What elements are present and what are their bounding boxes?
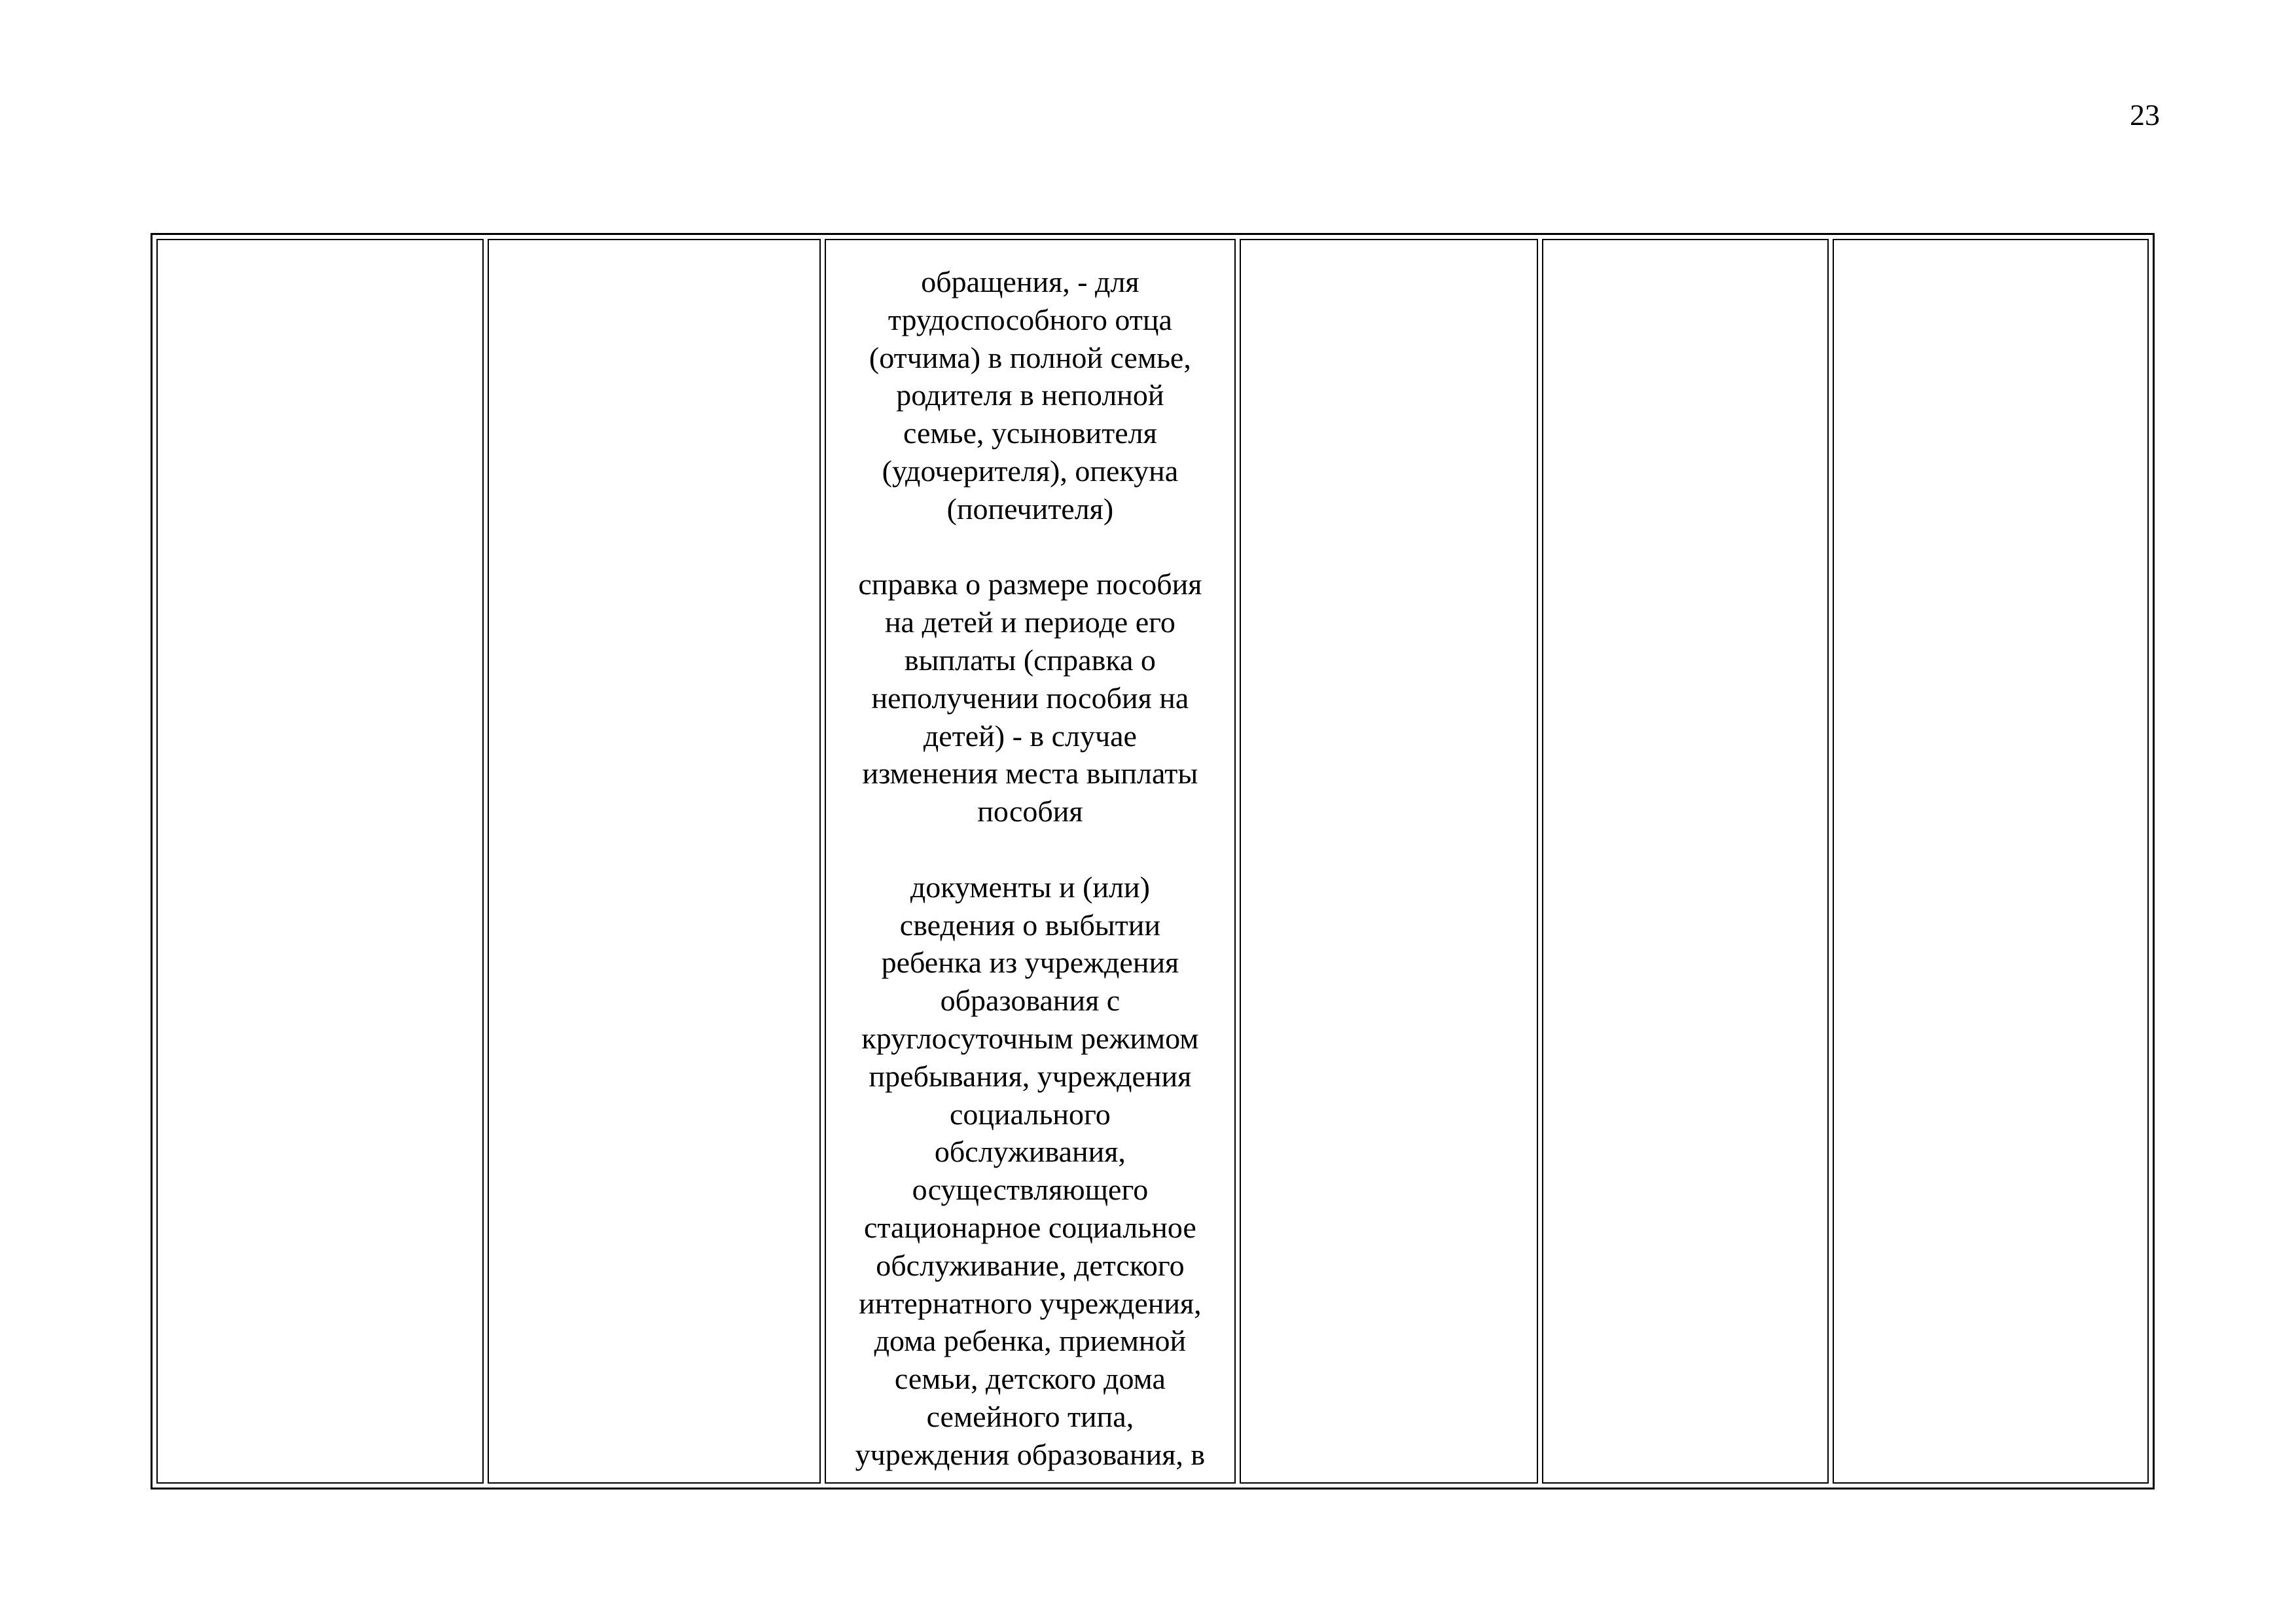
document-paragraph: [831, 868, 1229, 1474]
table-cell-empty: [488, 239, 820, 1484]
paragraph-line: семье, усыновителя: [903, 416, 1157, 450]
paragraph-line: социального: [950, 1097, 1111, 1131]
paragraph-line: трудоспособного отца: [888, 302, 1172, 336]
paragraph-line: интернатного учреждения,: [859, 1286, 1202, 1320]
paragraph-line: осуществляющего: [912, 1173, 1149, 1207]
paragraph-line: (удочерителя), опекуна: [882, 454, 1179, 488]
document-paragraph: [831, 263, 1229, 528]
paragraph-line: справка о размере пособия: [858, 567, 1202, 601]
paragraph-line: неполучении пособия на: [871, 681, 1189, 715]
paragraph-line: выплаты (справка о: [904, 643, 1156, 677]
paragraph-line: (отчима) в полной семье,: [869, 340, 1191, 374]
paragraph-line: образования с: [940, 984, 1121, 1018]
paragraph-line: дома ребенка, приемной: [874, 1324, 1187, 1358]
paragraph-line: семьи, детского дома: [894, 1362, 1166, 1396]
paragraph-line: пособия: [977, 794, 1083, 829]
paragraph-line: документы и (или): [910, 870, 1150, 904]
paragraph-line: семейного типа,: [926, 1399, 1134, 1433]
table-cell-empty: [1240, 239, 1538, 1484]
table-cell-documents: [825, 239, 1236, 1484]
paragraph-line: изменения места выплаты: [862, 757, 1198, 791]
paragraph-line: учреждения образования, в: [855, 1437, 1206, 1471]
paragraph-line: ребенка из учреждения: [881, 946, 1179, 980]
document-paragraph: [831, 565, 1229, 830]
paragraph-line: пребывания, учреждения: [869, 1059, 1192, 1093]
documents-list: [826, 240, 1234, 1474]
page-number: 23: [2130, 98, 2160, 132]
table-cell-empty: [156, 239, 484, 1484]
document-table: [151, 233, 2155, 1489]
table-row: [156, 239, 2149, 1484]
paragraph-line: обращения, - для: [921, 265, 1139, 298]
paragraph-line: на детей и периоде его: [884, 605, 1175, 639]
paragraph-line: круглосуточным режимом: [861, 1021, 1199, 1055]
paragraph-line: родителя в неполной: [896, 378, 1164, 412]
paragraph-line: обслуживание, детского: [876, 1248, 1185, 1282]
paragraph-line: обслуживания,: [934, 1135, 1126, 1169]
paragraph-line: сведения о выбытии: [899, 908, 1160, 942]
paragraph-line: стационарное социальное: [863, 1210, 1196, 1244]
paragraph-line: (попечителя): [946, 491, 1114, 526]
paragraph-line: детей) - в случае: [923, 719, 1137, 753]
table-cell-empty: [1542, 239, 1829, 1484]
table-cell-empty: [1833, 239, 2149, 1484]
